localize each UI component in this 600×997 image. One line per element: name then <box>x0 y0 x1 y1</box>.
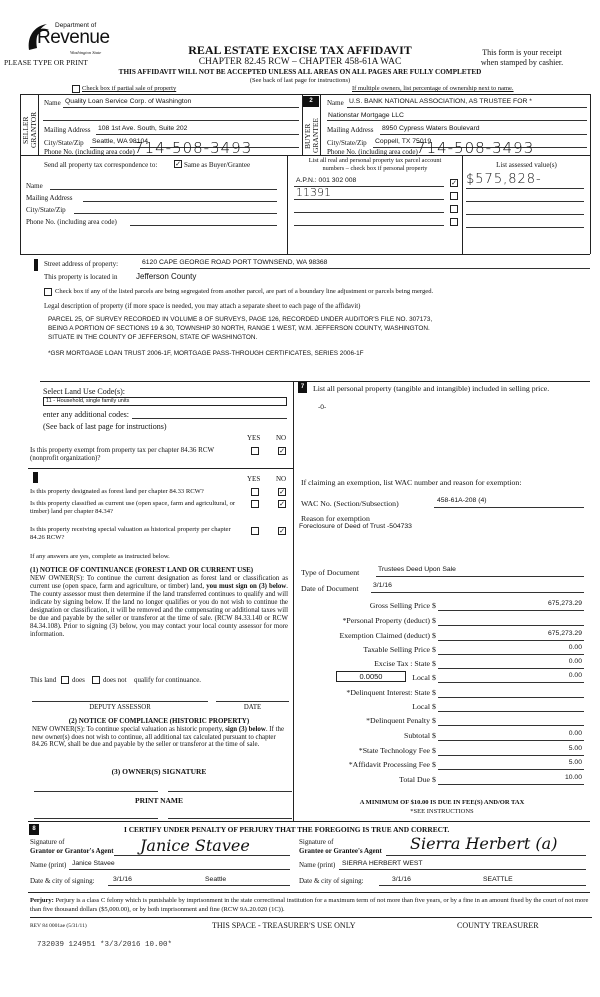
total-due-label: Total Due <box>399 775 430 784</box>
street-address-field[interactable]: 6120 CAPE GEORGE ROAD PORT TOWNSEND, WA 98368 <box>142 259 328 266</box>
delinquent-interest-state-field[interactable] <box>438 697 584 698</box>
grantor-signature-field[interactable]: Janice Stavee <box>140 836 250 855</box>
gross-price-label: Gross Selling Price <box>369 601 430 610</box>
seller-name-line2-field[interactable] <box>45 111 299 119</box>
partial-sale-label: Check box if partial sale of property <box>82 85 177 92</box>
assessor-date-label: DATE <box>243 704 262 711</box>
no-header: NO <box>276 434 287 442</box>
grantee-name-field[interactable]: SIERRA HERBERT WEST <box>342 860 423 867</box>
parcel-number-field[interactable]: A.P.N.: 001 302 008 <box>296 177 357 184</box>
excise-local-label: Local <box>412 673 430 682</box>
excise-state-field[interactable]: 0.00 <box>568 658 582 665</box>
qualify-label: qualify for continuance. <box>134 676 202 684</box>
grantor-sig-label-2: Grantor or Grantor's Agent <box>30 847 114 855</box>
exemption-reason-label: Reason for exemption <box>301 514 370 523</box>
dor-logo <box>25 20 115 60</box>
located-in-label: This property is located in <box>44 273 118 281</box>
grantor-date-city-label: Date & city of signing: <box>30 877 95 885</box>
corr-city-field[interactable] <box>74 213 277 214</box>
total-due-field[interactable]: 10.00 <box>564 774 582 781</box>
parcels-header-2: numbers – check box if personal property <box>322 165 428 172</box>
owner-signature-line-1[interactable] <box>34 791 158 792</box>
buyer-phone-label: Phone No. (including area code) <box>327 148 418 156</box>
currency-sign: $ <box>432 775 436 784</box>
grantor-name-label: Name (print) <box>30 861 67 869</box>
parcel-personal-checkbox[interactable] <box>450 218 458 226</box>
delinquent-interest-state-label: *Delinquent Interest: State <box>346 688 430 697</box>
county-treasurer-label: COUNTY TREASURER <box>457 921 539 930</box>
currency-sign: $ <box>432 673 436 682</box>
processing-fee-label: *Affidavit Processing Fee <box>348 760 430 769</box>
buyer-name-label: Name <box>327 99 344 107</box>
notice-continuance-body: NEW OWNER(S): To continue the current designation as forest land or classification as current use (open space, farm and agriculture, or timber) land, you must sign on (3) below. The county assessor must then determine if the land transferred continues to qualify and will indicate by signing below. If the land no longer qualifies or you do not wish to continue the designation or classification, it will be removed and the compensating or additional taxes will be due and payable by the seller or transferor at the time of sale. (RCW 84.33.140 or RCW 84.34.108). Prior to signing (3) below, you may contact your local county assessor for more information. <box>30 575 288 638</box>
grantee-signature-field[interactable]: Sierra Herbert (a) <box>410 834 558 853</box>
section-8-number: 8 <box>29 824 39 835</box>
land-use-see-back: (See back of last page for instructions) <box>43 422 167 431</box>
land-use-code-select[interactable] <box>43 397 287 406</box>
section-7-number: 7 <box>298 382 307 393</box>
treasurer-use-label: THIS SPACE - TREASURER'S USE ONLY <box>212 921 356 930</box>
taxable-price-field[interactable]: 0.00 <box>568 644 582 651</box>
currency-sign: $ <box>432 645 436 654</box>
send-correspondence-label: Send all property tax correspondence to: <box>44 161 158 169</box>
grantee-city-field[interactable]: SEATTLE <box>483 876 513 883</box>
perjury-notice: Perjury: Perjury is a class C felony which is punishable by imprisonment in the state correctional institution for a maximum term of not more than five years, or by a fine in an amount fixed by the court of not more than five thousand dollars ($5,000.00), or by both imprisonment and fine (RCW 9A.20.020 (1C)). <box>30 897 589 914</box>
buyer-grantee-label: BUYER GRANTEE <box>303 118 320 154</box>
assessed-value-field[interactable]: $575,828- <box>466 172 542 187</box>
receipt-note-1: This form is your receipt <box>482 48 562 57</box>
warning-text: THIS AFFIDAVIT WILL NOT BE ACCEPTED UNLESS ALL AREAS ON ALL PAGES ARE FULLY COMPLETED <box>118 68 482 76</box>
land-use-label: Select Land Use Code(s): <box>43 387 125 396</box>
print-name-line-2[interactable] <box>168 818 292 819</box>
delinquent-interest-local-label: Local <box>412 702 430 711</box>
grantee-date-city-label: Date & city of signing: <box>299 877 364 885</box>
parcel-personal-checkbox[interactable] <box>450 192 458 200</box>
corr-name-field[interactable] <box>50 189 277 190</box>
historic-yes-checkbox[interactable] <box>251 527 259 535</box>
seller-city-field[interactable]: Seattle, WA 98104 <box>92 138 149 145</box>
additional-codes-label: enter any additional codes: <box>43 410 129 419</box>
parcels-header-1: List all real and personal property tax parcel account <box>308 157 442 164</box>
exempt-no-checkbox[interactable]: ✓ <box>279 447 285 455</box>
form-title: REAL ESTATE EXCISE TAX AFFIDAVIT <box>188 43 412 57</box>
personal-property-value[interactable]: -0- <box>318 404 327 411</box>
same-as-buyer-checkbox[interactable]: ✓ <box>175 160 181 168</box>
processing-fee-field[interactable]: 5.00 <box>568 759 582 766</box>
assessed-value-field[interactable] <box>466 227 584 228</box>
print-name-label: PRINT NAME <box>135 796 183 805</box>
logo-dept: Department of <box>55 22 97 29</box>
exemption-claimed-field[interactable]: 675,273.29 <box>547 630 582 637</box>
form-revision: REV 84 0001ae (5/31/11) <box>30 923 87 929</box>
notice-compliance-body: NEW OWNER(S): To continue special valuation as historic property, sign (3) below. If the new owner(s) does not wish to continue, all additional tax calculated pursuant to chapter 84.26 RCW, shall be due and payable by the seller or transferor at the time of sale. <box>32 726 285 749</box>
notice-continuance-title: (1) NOTICE OF CONTINUANCE (FOREST LAND OR CURRENT USE) <box>30 566 254 574</box>
treasurer-stamp: 732039 124951 *3/3/2016 10.00* <box>37 941 173 949</box>
owner-signature-line-2[interactable] <box>168 791 292 792</box>
corr-city-label: City/State/Zip <box>26 206 66 214</box>
certification-statement: I CERTIFY UNDER PENALTY OF PERJURY THAT THE FOREGOING IS TRUE AND CORRECT. <box>124 825 450 834</box>
currency-sign: $ <box>432 716 436 725</box>
forest-yes-checkbox[interactable] <box>251 488 259 496</box>
current-use-yes-checkbox[interactable] <box>251 500 259 508</box>
county-field[interactable]: Jefferson County <box>136 272 197 281</box>
seller-name-label: Name <box>44 99 61 107</box>
currency-sign: $ <box>432 731 436 740</box>
excise-state-label: Excise Tax : State <box>374 659 430 668</box>
buyer-name-line2-field[interactable]: Nationstar Mortgage LLC <box>328 112 404 119</box>
print-name-line-1[interactable] <box>34 818 158 819</box>
corr-phone-field[interactable] <box>130 225 277 226</box>
this-land-label: This land <box>30 676 57 684</box>
logo-state: Washington State <box>70 50 102 55</box>
delinquent-penalty-field[interactable] <box>438 725 584 726</box>
currency-sign: $ <box>432 631 436 640</box>
current-use-question-text: Is this property classified as current use (open space, farm and agricultural, or timber) land per chapter 84.34? <box>30 500 236 515</box>
buyer-address-field[interactable]: 8950 Cypress Waters Boulevard <box>382 125 480 132</box>
exemption-reason-field[interactable]: Foreclosure of Deed of Trust -504733 <box>299 523 412 530</box>
additional-codes-input[interactable] <box>132 418 287 419</box>
grantee-sig-label-1: Signature of <box>299 838 334 846</box>
grantor-city-field[interactable]: Seattle <box>205 876 227 883</box>
subtotal-field[interactable]: 0.00 <box>568 730 582 737</box>
current-use-no-checkbox[interactable]: ✓ <box>279 500 285 508</box>
local-rate-field[interactable]: 0.0050 <box>336 671 406 682</box>
grantor-sig-label-1: Signature of <box>30 838 65 846</box>
form-subtitle: CHAPTER 82.45 RCW – CHAPTER 458-61A WAC <box>198 57 402 67</box>
excise-local-field[interactable]: 0.00 <box>568 672 582 679</box>
grantor-name-field[interactable]: Janice Stavee <box>72 860 115 867</box>
parcel-number-field[interactable]: 11391 <box>296 186 331 199</box>
assessor-date-line[interactable] <box>216 701 289 702</box>
document-type-label: Type of Document <box>301 568 360 577</box>
buyer-phone-field[interactable]: 714-508-3493 <box>416 139 535 157</box>
corr-name-label: Name <box>26 182 43 190</box>
logo-revenue: Revenue <box>37 27 110 48</box>
historic-no-checkbox[interactable]: ✓ <box>279 527 285 535</box>
exempt-yes-checkbox[interactable] <box>251 447 259 455</box>
assessed-value-field[interactable] <box>466 201 584 202</box>
street-address-label: Street address of property: <box>44 260 119 268</box>
seller-phone-field[interactable]: 714-508-3493 <box>134 139 253 157</box>
yes-header: YES <box>247 434 261 442</box>
land-use-code-value: 11 - Household, single family units <box>46 398 130 404</box>
buyer-address-label: Mailing Address <box>327 126 374 134</box>
document-date-label: Date of Document <box>301 584 359 593</box>
legal-description-label: Legal description of property (if more space is needed, you may attach a separate sheet to each page of the affidavit) <box>44 303 361 310</box>
minimum-due-note: A MINIMUM OF $10.00 IS DUE IN FEE(S) AND/OR TAX <box>359 799 525 806</box>
notice-compliance-title: (2) NOTICE OF COMPLIANCE (HISTORIC PROPERTY) <box>68 717 250 725</box>
parcel-number-field[interactable] <box>294 225 444 226</box>
land-does-checkbox[interactable] <box>61 676 69 684</box>
currency-sign: $ <box>432 601 436 610</box>
corr-address-field[interactable] <box>83 201 277 202</box>
wac-label: WAC No. (Section/Subsection) <box>301 499 399 508</box>
buyer-city-label: City/State/Zip <box>327 139 367 147</box>
grantee-name-label: Name (print) <box>299 861 336 869</box>
seller-phone-label: Phone No. (including area code) <box>44 148 135 156</box>
document-type-field[interactable]: Trustees Deed Upon Sale <box>378 566 456 573</box>
corr-phone-label: Phone No. (including area code) <box>26 218 117 226</box>
historic-question-text: Is this property receiving special valuation as historical property per chapter 84.26 RCW? <box>30 526 231 541</box>
if-yes-instruction: If any answers are yes, complete as instructed below. <box>30 553 170 560</box>
corr-address-label: Mailing Address <box>26 194 73 202</box>
seller-grantor-label: SELLER GRANTOR <box>21 111 38 149</box>
see-instructions-note: *SEE INSTRUCTIONS <box>410 808 474 815</box>
owner-signature-title: (3) OWNER(S) SIGNATURE <box>111 767 207 776</box>
exemption-claimed-label: Exemption Claimed (deduct) <box>339 631 430 640</box>
deputy-assessor-label: DEPUTY ASSESSOR <box>89 704 151 711</box>
legal-description-note: *GSR MORTGAGE LOAN TRUST 2006-1F, MORTGAGE PASS-THROUGH CERTIFICATES, SERIES 2006-1F <box>48 350 364 357</box>
currency-sign: $ <box>432 760 436 769</box>
assessed-header: List assessed value(s) <box>496 161 557 169</box>
currency-sign: $ <box>432 702 436 711</box>
delinquent-penalty-label: *Delinquent Penalty <box>366 716 430 725</box>
currency-sign: $ <box>432 746 436 755</box>
land-does-not-checkbox[interactable] <box>92 676 100 684</box>
multiple-owners-note: If multiple owners, list percentage of ownership next to name. <box>352 85 514 92</box>
parcel-personal-checkbox[interactable]: ✓ <box>451 179 457 187</box>
legal-description-line1: PARCEL 25, OF SURVEY RECORDED IN VOLUME 8 OF SURVEYS, PAGE 126, RECORDED UNDER AUDITOR'S FILE NO. 307173, <box>48 316 433 323</box>
subtotal-label: Subtotal <box>404 731 430 740</box>
land-does-label: does <box>72 676 85 684</box>
delinquent-interest-local-field[interactable] <box>438 711 584 712</box>
grantor-date-field[interactable]: 3/1/16 <box>113 876 132 883</box>
legal-description-line2: BEING A PORTION OF SECTIONS 19 & 30, TOWNSHIP 30 NORTH, RANGE 1 WEST, W.M. JEFFERSON COUNTY, WASHINGTON. <box>48 325 430 332</box>
please-type: PLEASE TYPE OR PRINT <box>4 58 88 67</box>
section-3-number <box>34 259 38 271</box>
parcel-personal-checkbox[interactable] <box>450 205 458 213</box>
same-as-buyer-label: Same as Buyer/Grantee <box>184 161 251 169</box>
currency-sign: $ <box>432 659 436 668</box>
forest-no-header: NO <box>276 475 287 483</box>
see-back-note: (See back of last page for instructions) <box>249 77 351 84</box>
deputy-assessor-line[interactable] <box>32 701 208 702</box>
seller-address-label: Mailing Address <box>44 126 91 134</box>
taxable-price-label: Taxable Selling Price <box>363 645 430 654</box>
seller-address-field[interactable]: 108 1st Ave. South, Suite 202 <box>98 125 188 132</box>
seller-city-label: City/State/Zip <box>44 139 84 147</box>
buyer-name-field[interactable]: U.S. BANK NATIONAL ASSOCIATION, AS TRUSTEE FOR * <box>349 98 532 105</box>
currency-sign: $ <box>432 688 436 697</box>
forest-no-checkbox[interactable]: ✓ <box>279 488 285 496</box>
gross-price-field[interactable]: 675,273.29 <box>547 600 582 607</box>
legal-description-line3: SITUATE IN THE COUNTY OF JEFFERSON, STATE OF WASHINGTON. <box>48 334 258 341</box>
document-date-field[interactable]: 3/1/16 <box>373 582 392 589</box>
segregated-label: Check box if any of the listed parcels are being segregated from another parcel, are part of a boundary line adjustment or parcels being merged. <box>55 288 434 295</box>
personal-property-label: List all personal property (tangible and intangible) included in selling price. <box>313 384 550 393</box>
partial-sale-checkbox[interactable] <box>72 85 80 93</box>
wac-field[interactable]: 458-61A-208 (4) <box>437 497 487 504</box>
land-does-not-label: does not <box>103 676 127 684</box>
parcel-number-field[interactable] <box>294 212 444 213</box>
forest-question-text: Is this property designated as forest land per chapter 84.33 RCW? <box>30 488 204 495</box>
seller-name-field[interactable]: Quality Loan Service Corp. of Washington <box>65 98 192 105</box>
buyer-city-field[interactable]: Coppell, TX 75019 <box>375 138 432 145</box>
tech-fee-field[interactable]: 5.00 <box>568 745 582 752</box>
receipt-note-2: when stamped by cashier. <box>480 58 564 67</box>
personal-property-deduct-label: *Personal Property (deduct) <box>342 616 430 625</box>
section-2-number: 2 <box>303 96 319 107</box>
assessed-value-field[interactable] <box>466 214 584 215</box>
exempt-question: Is this property exempt from property tax per chapter 84.36 RCW (nonprofit organization)? <box>30 446 214 463</box>
tech-fee-label: *State Technology Fee <box>358 746 430 755</box>
segregated-checkbox[interactable] <box>44 288 52 296</box>
grantee-sig-label-2: Grantee or Grantee's Agent <box>299 847 382 855</box>
forest-yes-header: YES <box>247 475 261 483</box>
currency-sign: $ <box>432 616 436 625</box>
grantee-date-field[interactable]: 3/1/16 <box>392 876 411 883</box>
section-5-number <box>33 472 38 483</box>
exemption-claim-label: If claiming an exemption, list WAC number and reason for exemption: <box>301 478 522 487</box>
